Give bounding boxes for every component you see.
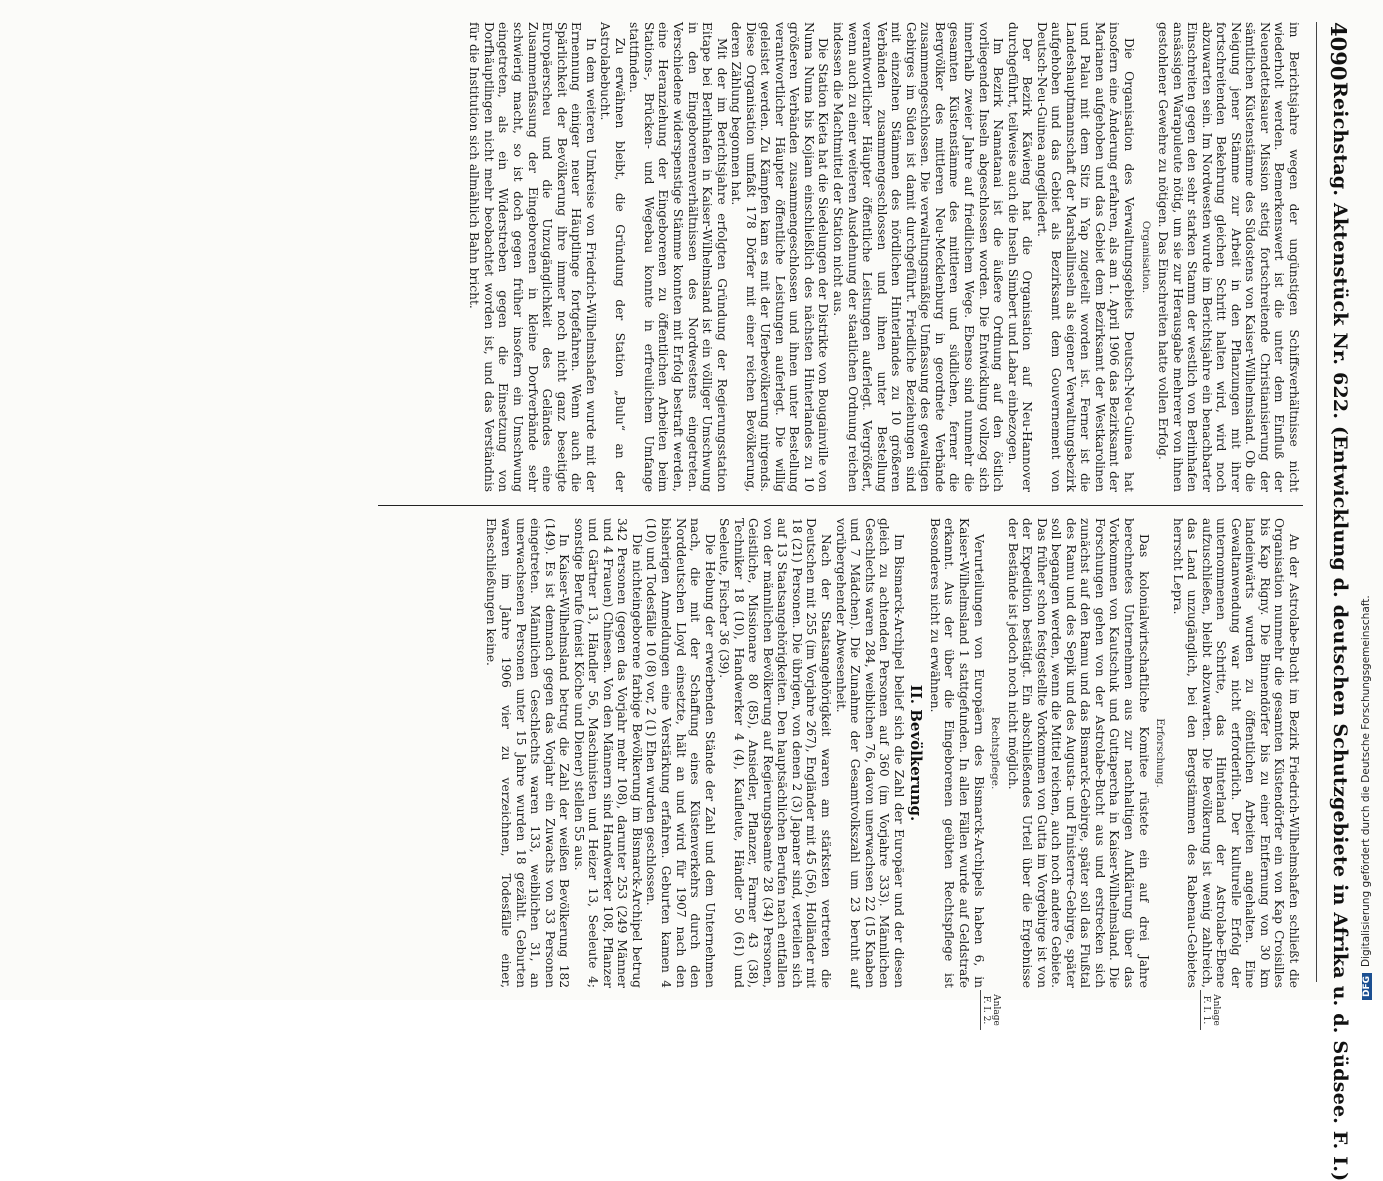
dfg-logo: DFG bbox=[1362, 973, 1372, 1000]
left-text-column bbox=[467, 22, 1301, 492]
margin-note-anlage-2: Anlage F. I. 2. bbox=[980, 990, 1001, 1030]
paragraph: An der Astrolabe-Bucht im Bezirk Friedrich-Wilhelmshafen schließt die Organisation nunmehr die gesamten Küstendörfer ein von Kap Croisilles bis Kap Rigny. Die Binnendörfer bis zu einer Entfernung von 30 km landeinwärts wurden zu öffentlichen Arbeiten angehalten. Eine Gewaltanwendung war nicht erforderlich. Der kulturelle Erfolg der unternommenen Schritte, das Hinterland der Astrolabe-Ebene aufzuschließen, bleibt abzuwarten. Die Bevölkerung ist wenig zahlreich, das Land unzugänglich, bei den Bergstämmen des Rabenau-Gebietes herrscht Lepra. bbox=[1170, 518, 1301, 988]
paragraph: Der Bezirk Käwieng hat die Organisation auf Neu-Hannover durchgeführt, teilweise auch die Inseln Simbert und Labar einbezogen. bbox=[1005, 22, 1035, 492]
header-rule bbox=[1316, 22, 1317, 982]
right-text-column bbox=[484, 518, 1301, 988]
paragraph: im Berichtsjahre wegen der ungünstigen Schiffsverhältnisse nicht wiederholt werden. Bemerkenswert ist die unter dem Einfluß der Neuendettelsauer Mission stetig fortschreitende Christianisierung der sämtlichen Küstenstämme des Südostens von Kaiser-Wilhelmsland. Ob die Neigung jener Stämme zur Arbeit in den Pflanzungen mit ihrer fortschreitenden Bekehrung gleichen Schritt halten wird, wird noch abzuwarten sein. Im Nordwesten wurde im Berichtsjahre ein benachbarter Einschreiten gegen den sehr starken Stamm der westlich von Berlinhafen ansässigen Warapuleute nötig, um sie zur Herausgabe mehrerer von ihnen gestohlener Gewehre zu nötigen. Das Einschreiten hatte vollen Erfolg. bbox=[1156, 22, 1301, 492]
running-title: Reichstag. Aktenstück Nr. 622. (Entwicklung d. deutschen Schutzgebiete in Afrika u. d. Südsee. F. I.) bbox=[1329, 82, 1351, 1181]
paragraph: In dem weiteren Umkreise von Friedrich-Wilhelmshafen wurde mit der Ernennung einiger neuer Häuptlinge fortgefahren. Wenn auch die Spärlichkeit der Bevölkerung ihre immer noch nicht ganz beseitigte Europäerscheu und die Unzugänglichkeit des Geländes eine Zusammenfassung der Eingeborenen in kleine Dorfverbände sehr schwierig macht, so ist doch gegen früher insofern ein Umschwung eingetreten, als ein Widerstreben gegen die Einsetzung von Dorfhäuptlingen nicht mehr beobachtet worden ist, und das Verständnis für die Institution sich allmählich Bahn bricht. bbox=[467, 22, 598, 492]
paragraph: Mit der im Berichtsjahre erfolgten Gründung der Regierungsstation Eitape bei Berlinhafen in Kaiser-Wilhelmsland ist ein völliger Umschwung in den Eingeborenenverhältnissen des Nordwestens eingetreten. Verschiedene widerspenstige Stämme konnten mit Erfolg bestraft werden, eine Heranziehung der Eingeborenen zu öffentlichen Arbeiten beim Stations-, Brücken- und Wegebau konnte in erfreulichem Umfange stattfinden. bbox=[627, 22, 729, 492]
paragraph: Verurteilungen von Europäern des Bismarck-Archipels haben 6, in Kaiser-Wilhelmsland 1 stattgefunden. In allen Fällen wurde auf Geldstrafe erkannt. Aus der über die Eingeborenen geübten Rechtspflege ist Besonderes nicht zu erwähnen. bbox=[927, 518, 986, 988]
margin-note-anlage-1: Anlage F. I. 1. bbox=[1200, 990, 1221, 1030]
sub-heading: Organisation. bbox=[1139, 220, 1152, 294]
footer-text: Digitalisierung gefördert durch die Deutsche Forschungsgemeinschaft. bbox=[1360, 595, 1372, 967]
paragraph: Nach der Staatsangehörigkeit waren am stärksten vertreten die Deutschen mit 255 (im Vorjahre 267), Engländer mit 45 (56), Holländer mit 18 (21) Personen. Die übrigen, von denen 2 (3) Japaner sind, verteilen sich auf 13 Staatsangehörigkeiten. Den hauptsächlichen Berufen nach entfallen von der männlichen Bevölkerung auf Regierungsbeamte 28 (34) Personen, Geistliche, Missionare 80 (85), Ansiedler, Pflanzer, Farmer 43 (38), Techniker 18 (10), Handwerker 4 (4), Kaufleute, Händler 50 (61) und Seeleute, Fischer 36 (39). bbox=[717, 518, 834, 988]
paragraph: Die Hebung der erwerbenden Stände der Zahl und dem Unternehmen nach, die mit der Schaffung eines Küstenverkehrs durch den Norddeutschen Lloyd einsetzte, hält an und wird für 1907 nach den bisherigen Anmeldungen eine Verstärkung erfahren. Geburten kamen 4 (10) und Todesfälle 10 (8) vor, 2 (1) Ehen wurden geschlossen. bbox=[644, 518, 717, 988]
page-header bbox=[1317, 22, 1357, 1181]
paragraph: Das kolonialwirtschaftliche Komitee rüstete ein auf drei Jahre berechnetes Unternehmen aus zur nachhaltigen Aufklärung über das Vorkommen von Kautschuk und Guttapercha in Kaiser-Wilhelmsland. Die Forschungen gehen von der Astrolabe-Bucht aus und erstrecken sich zunächst auf den Ramu und das Bismarck-Gebirge, später soll das Flußtal des Ramu und des Sepik und des Augusta- und Finisterre-Gebirge, später soll begangen werden, wenn die Mittel reichen, auch noch andere Gebiete. Das früher schon festgestellte Vorkommen von Gutta im Vorgebirge ist von der Expedition bestätigt. Ein abschließendes Urteil über die Ergebnisse der Bestände ist jedoch noch nicht möglich. bbox=[1005, 518, 1151, 988]
paragraph: Die nichteingeborene farbige Bevölkerung im Bismarck-Archipel betrug 342 Personen (gegen das Vorjahr mehr 108), darunter 253 (249 Männer und 4 Frauen) Chinesen. Von den Männern sind Handwerker 108, Pflanzer und Gärtner 13, Händler 56, Maschinisten und Heizer 13, Seeleute 4; sonstige Berufe (meist Köche und Diener) stellen 55 aus. bbox=[571, 518, 644, 988]
sub-heading: Rechtspflege. bbox=[989, 716, 1002, 790]
page-number: 4090 bbox=[1326, 22, 1351, 81]
sub-heading: Erforschung. bbox=[1154, 718, 1167, 788]
paragraph: Im Bismarck-Archipel belief sich die Zahl der Europäer und der diesen gleich zu achtenden Personen auf 360 (im Vorjahre 333). Männlichen Geschlechts waren 284, weiblichen 76, davon unerwachsen 22 (15 Knaben und 7 Mädchen). Die Zunahme der Gesamtvolkszahl um 23 beruht auf vorübergehender Abwesenheit. bbox=[833, 518, 906, 988]
paragraph: Die Organisation des Verwaltungsgebiets Deutsch-Neu-Guinea hat insofern eine Änderung erfahren, als am 1. April 1906 das Bezirksamt der Marianen aufgehoben und das Gebiet dem Bezirksamt der Westkarolinen und Palau mit dem Sitz in Yap zugeteilt worden ist. Ferner ist die Landeshauptmannschaft der Marshallinseln als eigener Verwaltungsbezirk aufgehoben und das Gebiet als Bezirksamt dem Gouvernement von Deutsch-Neu-Guinea angegliedert. bbox=[1034, 22, 1136, 492]
paragraph: Im Bezirk Namatanai ist die äußere Ordnung auf den östlich vorliegenden Inseln abgeschlossen worden. Die Entwicklung vollzog sich innerhalb zweier Jahre auf friedlichem Wege. Ebenso sind nunmehr die gesamten Küstenstämme des mittleren und südlichen, ferner die Bergvölker des mittleren Neu-Mecklenburg in geordnete Verbände zusammengeschlossen. Die verwaltungsmäßige Umfassung des gewaltigen Gebirges im Süden ist damit durchgeführt. Friedliche Beziehungen sind mit einzelnen Stämmen des nördlichen Hinterlandes zu 10 größeren Verbänden zusammengeschlossen und ihnen unter Bestellung verantwortlicher Häupter öffentliche Leistungen auferlegt. Vergrößert, wenn auch zu einer weiteren Ausdehnung der staatlichen Ordnung reichen indessen die Machtmittel der Station nicht aus. bbox=[831, 22, 1006, 492]
paragraph: Zu erwähnen bleibt, die Gründung der Station „Bulu“ an der Astrolabebucht. bbox=[598, 22, 627, 492]
paragraph: In Kaiser-Wilhelmsland betrug die Zahl der weißen Bevölkerung 182 (149). Es ist demnach gegen das Vorjahr ein Zuwachs von 33 Personen eingetreten. Männlichen Geschlechts waren 133, weiblichen 31, an unerwachsenen Personen unter 15 Jahre wurden 18 gezählt. Geburten waren im Jahre 1906 vier zu verzeichnen, Todesfälle einer, Eheschließungen keine. bbox=[484, 518, 572, 988]
digitization-footer bbox=[1360, 595, 1372, 1000]
section-heading: II. Bevölkerung. bbox=[907, 684, 926, 822]
column-divider bbox=[378, 505, 1303, 506]
paragraph: Die Station Kieta hat die Siedelungen der Distrikte von Bougainville von Numa Numa bis Kojiam einschließlich des nächsten Hinterlandes zu 10 größeren Verbänden zusammengeschlossen und ihnen unter Bestellung verantwortlicher Häupter öffentliche Leistungen auferlegt. Die willig geleistet werden. Zu Kämpfen kam es mit der Uferbevölkerung nirgends. Diese Organisation umfaßt 178 Dörfer mit einer reichen Bevölkerung, deren Zählung begonnen hat. bbox=[729, 22, 831, 492]
